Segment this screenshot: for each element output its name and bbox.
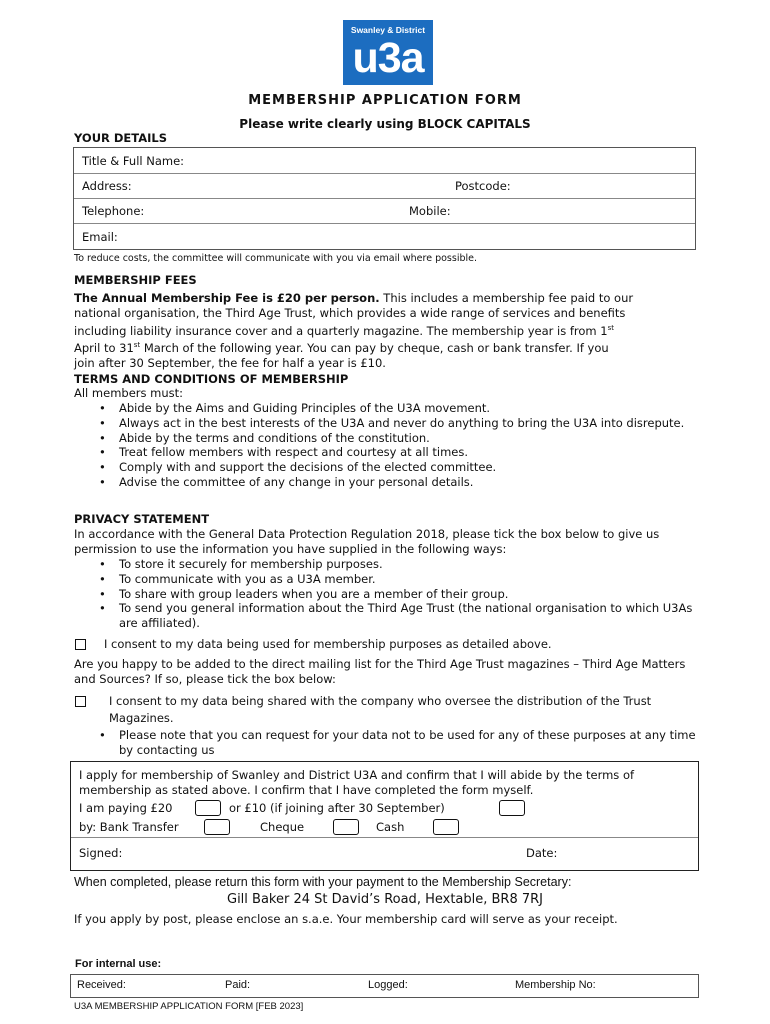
fees-line4b: March of the following year. You can pay by cheque, cash or bank transfer. If you — [140, 341, 609, 356]
date-label: Date: — [526, 846, 558, 860]
pay-20-box[interactable] — [195, 800, 221, 816]
fees-line2: national organisation, the Third Age Trust, which provides a wide range of services and benefits — [74, 305, 626, 320]
list-item: • To store it securely for membership purposes. — [74, 557, 704, 572]
page-title: MEMBERSHIP APPLICATION FORM — [248, 93, 522, 108]
application-box — [70, 761, 699, 871]
logo-main-text: u3a — [352, 34, 424, 82]
list-item: • Always act in the best interests of the U3A and never do anything to bring the U3A into disrepute. — [74, 416, 704, 431]
email-row[interactable] — [74, 223, 695, 248]
privacy-list — [74, 557, 704, 631]
post-note: If you apply by post, please enclose an s.a.e. Your membership card will serve as your receipt. — [74, 912, 618, 926]
list-item: • Abide by the Aims and Guiding Principles of the U3A movement. — [74, 401, 704, 416]
paying-half-label: or £10 (if joining after 30 September) — [229, 801, 445, 815]
apply-text: I apply for membership of Swanley and District U3A and confirm that I will abide by the terms of membership as stated above. I confirm that I have completed the form myself. — [79, 768, 635, 797]
fees-heading: MEMBERSHIP FEES — [74, 273, 197, 287]
list-item: • Advise the committee of any change in your personal details. — [74, 475, 704, 490]
paying-label: I am paying £20 — [79, 801, 173, 815]
internal-use-box — [70, 974, 699, 998]
fees-line5: join after 30 September, the fee for half a year is £10. — [74, 355, 386, 370]
cash-box[interactable] — [433, 819, 459, 835]
footer-text: U3A MEMBERSHIP APPLICATION FORM [FEB 2023] — [74, 1001, 304, 1012]
fees-bold-lead: The Annual Membership Fee is £20 per person. — [74, 291, 380, 305]
email-label: Email: — [82, 230, 118, 244]
fees-line1: This includes a membership fee paid to our — [379, 291, 634, 305]
details-table — [73, 147, 696, 250]
divider — [71, 837, 698, 838]
bank-transfer-box[interactable] — [204, 819, 230, 835]
terms-intro: All members must: — [74, 386, 184, 400]
address-label: Address: — [82, 179, 132, 193]
return-address: Gill Baker 24 St David’s Road, Hextable, BR8 7RJ — [227, 892, 543, 907]
privacy-note-list — [74, 728, 704, 758]
fees-line4a: April to 31 — [74, 341, 134, 356]
logo-top-text: Swanley & District — [350, 25, 426, 35]
list-item: • Abide by the terms and conditions of the constitution. — [74, 431, 704, 446]
name-label: Title & Full Name: — [82, 154, 185, 168]
privacy-heading: PRIVACY STATEMENT — [74, 512, 210, 526]
cheque-label: Cheque — [260, 820, 305, 834]
name-row[interactable] — [74, 148, 695, 174]
signed-label: Signed: — [79, 846, 123, 860]
privacy-note: • Please note that you can request for your data not to be used for any of these purposes at any time by contacting us — [74, 728, 704, 758]
details-note: To reduce costs, the committee will communicate with you via email where possible. — [74, 253, 478, 264]
internal-heading: For internal use: — [75, 958, 162, 970]
cheque-box[interactable] — [333, 819, 359, 835]
bank-transfer-label: by: Bank Transfer — [79, 820, 179, 834]
list-item: • Comply with and support the decisions of the elected committee. — [74, 460, 704, 475]
fees-text — [74, 291, 704, 371]
terms-heading: TERMS AND CONDITIONS OF MEMBERSHIP — [74, 372, 349, 386]
list-item: • To send you general information about the Third Age Trust (the national organisation to which U3As are affiliated). — [74, 601, 704, 631]
mobile-label: Mobile: — [409, 204, 451, 218]
telephone-label: Telephone: — [82, 204, 145, 218]
list-item: • To communicate with you as a U3A member. — [74, 572, 704, 587]
mailing-question: Are you happy to be added to the direct mailing list for the Third Age Trust magazines – Third Age Matters and Sources? If so, please tick the box below: — [74, 657, 686, 686]
consent-magazine-checkbox[interactable] — [75, 696, 86, 707]
details-heading: YOUR DETAILS — [74, 131, 168, 145]
consent-membership-checkbox[interactable] — [75, 639, 86, 650]
fees-line3: including liability insurance cover and a quarterly magazine. The membership year is from 1 — [74, 323, 608, 338]
membership-no-label: Membership No: — [515, 979, 596, 991]
consent-magazine-label: I consent to my data being shared with the company who oversee the distribution of the Trust Magazines. — [109, 694, 652, 725]
page-subtitle: Please write clearly using BLOCK CAPITALS — [239, 117, 531, 131]
pay-10-box[interactable] — [499, 800, 525, 816]
list-item: • Treat fellow members with respect and courtesy at all times. — [74, 445, 704, 460]
consent-membership-label: I consent to my data being used for membership purposes as detailed above. — [104, 637, 552, 651]
paid-label: Paid: — [225, 979, 251, 991]
fees-line4-sup: st — [133, 341, 141, 350]
address-row[interactable] — [74, 173, 695, 199]
logged-label: Logged: — [368, 979, 408, 991]
privacy-intro: In accordance with the General Data Protection Regulation 2018, please tick the box below to give us permission to use the information you have supplied in the following ways: — [74, 527, 660, 556]
list-item: • To share with group leaders when you are a member of their group. — [74, 587, 704, 602]
u3a-logo — [343, 20, 433, 85]
phone-row[interactable] — [74, 198, 695, 224]
return-instruction: When completed, please return this form with your payment to the Membership Secretary: — [74, 875, 572, 889]
terms-list — [74, 401, 704, 490]
postcode-label: Postcode: — [455, 179, 511, 193]
cash-label: Cash — [376, 820, 405, 834]
received-label: Received: — [77, 979, 126, 991]
fees-line3-sup: st — [607, 323, 615, 332]
